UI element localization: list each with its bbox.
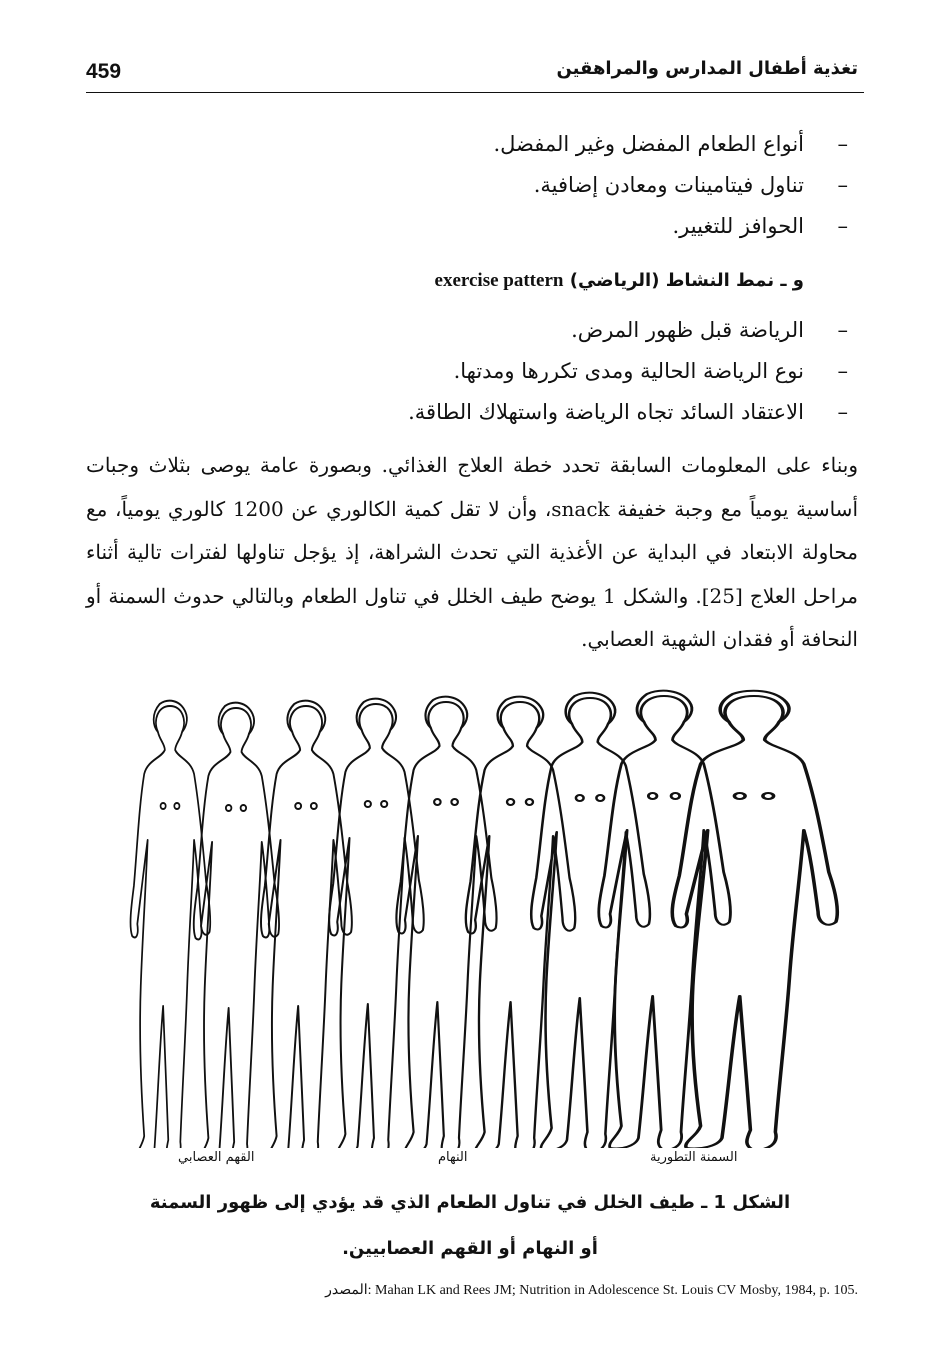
figure-silhouette	[466, 697, 575, 1148]
figure-silhouette	[531, 693, 650, 1148]
list-item	[244, 206, 848, 247]
list-item-text: أنواع الطعام المفضل وغير المفضل.	[493, 132, 804, 156]
page-number: 459	[86, 60, 122, 83]
section-heading-arabic: و ـ نمط النشاط (الرياضي)	[569, 270, 804, 291]
list-item	[244, 351, 848, 392]
section-heading	[435, 264, 804, 298]
header-rule	[86, 92, 864, 93]
figure-silhouette	[672, 691, 837, 1148]
bullet-dash: –	[837, 214, 848, 238]
figure-source: المصدر: Mahan LK and Rees JM; Nutrition in Adolescence St. Louis CV Mosby, 1984, p. 105.	[325, 1283, 858, 1298]
figures-drawing	[110, 686, 840, 1148]
figure-caption	[120, 1180, 820, 1272]
figure-silhouette	[131, 701, 211, 1148]
running-title: تغذية أطفال المدارس والمراهقين	[556, 58, 858, 79]
list-item	[244, 310, 848, 351]
caption-line-1: الشكل 1 ـ طيف الخلل في تناول الطعام الذي قد يؤدي إلى ظهور السمنة	[149, 1192, 791, 1213]
list-item-text: الاعتقاد السائد تجاه الرياضة واستهلاك الطاقة.	[408, 400, 804, 424]
list-item-text: تناول فيتامينات ومعادن إضافية.	[533, 173, 804, 197]
bullet-dash: –	[837, 359, 848, 383]
bullet-dash: –	[837, 132, 848, 156]
list-item	[244, 124, 848, 165]
bullet-list-exercise	[244, 310, 848, 433]
section-heading-english: exercise pattern	[434, 270, 564, 291]
figure-silhouette	[194, 703, 279, 1148]
bullet-dash: –	[837, 173, 848, 197]
page-header	[86, 58, 864, 98]
bullet-list-diet	[244, 124, 848, 247]
label-obesity: السمنة التطورية	[650, 1150, 738, 1165]
bullet-dash: –	[837, 400, 848, 424]
caption-line-2: أو النهام أو القهم العصابيين.	[342, 1238, 598, 1259]
list-item	[244, 392, 848, 433]
list-item	[244, 165, 848, 206]
list-item-text: الرياضة قبل ظهور المرض.	[571, 318, 804, 342]
bullet-dash: –	[837, 318, 848, 342]
body-paragraph: وبناء على المعلومات السابقة تحدد خطة العلاج الغذائي. وبصورة عامة يوصى بثلاث وجبات أساسية يومياً مع وجبة خفيفة snack، وأن لا تقل كمية الكالوري عن 1200 كالوري يومياً، مع محاولة الابتعاد في البداية عن الأغذية التي تحدث الشراهة، إذ يؤجل تناولها لفترات تالية أثناء مراحل العلاج [25]. والشكل 1 يوضح طيف الخلل في تناول الطعام وبالتالي حدوث السمنة أو النحافة أو فقدان الشهية العصابي.	[86, 453, 858, 651]
body-silhouettes-illustration	[110, 686, 840, 1148]
label-bulimia: النهام	[438, 1150, 468, 1165]
list-item-text: نوع الرياضة الحالية ومدى تكررها ومدتها.	[453, 359, 804, 383]
list-item-text: الحوافز للتغيير.	[672, 214, 804, 238]
label-anorexia: القهم العصابي	[178, 1150, 255, 1165]
figure-silhouette	[599, 691, 731, 1148]
